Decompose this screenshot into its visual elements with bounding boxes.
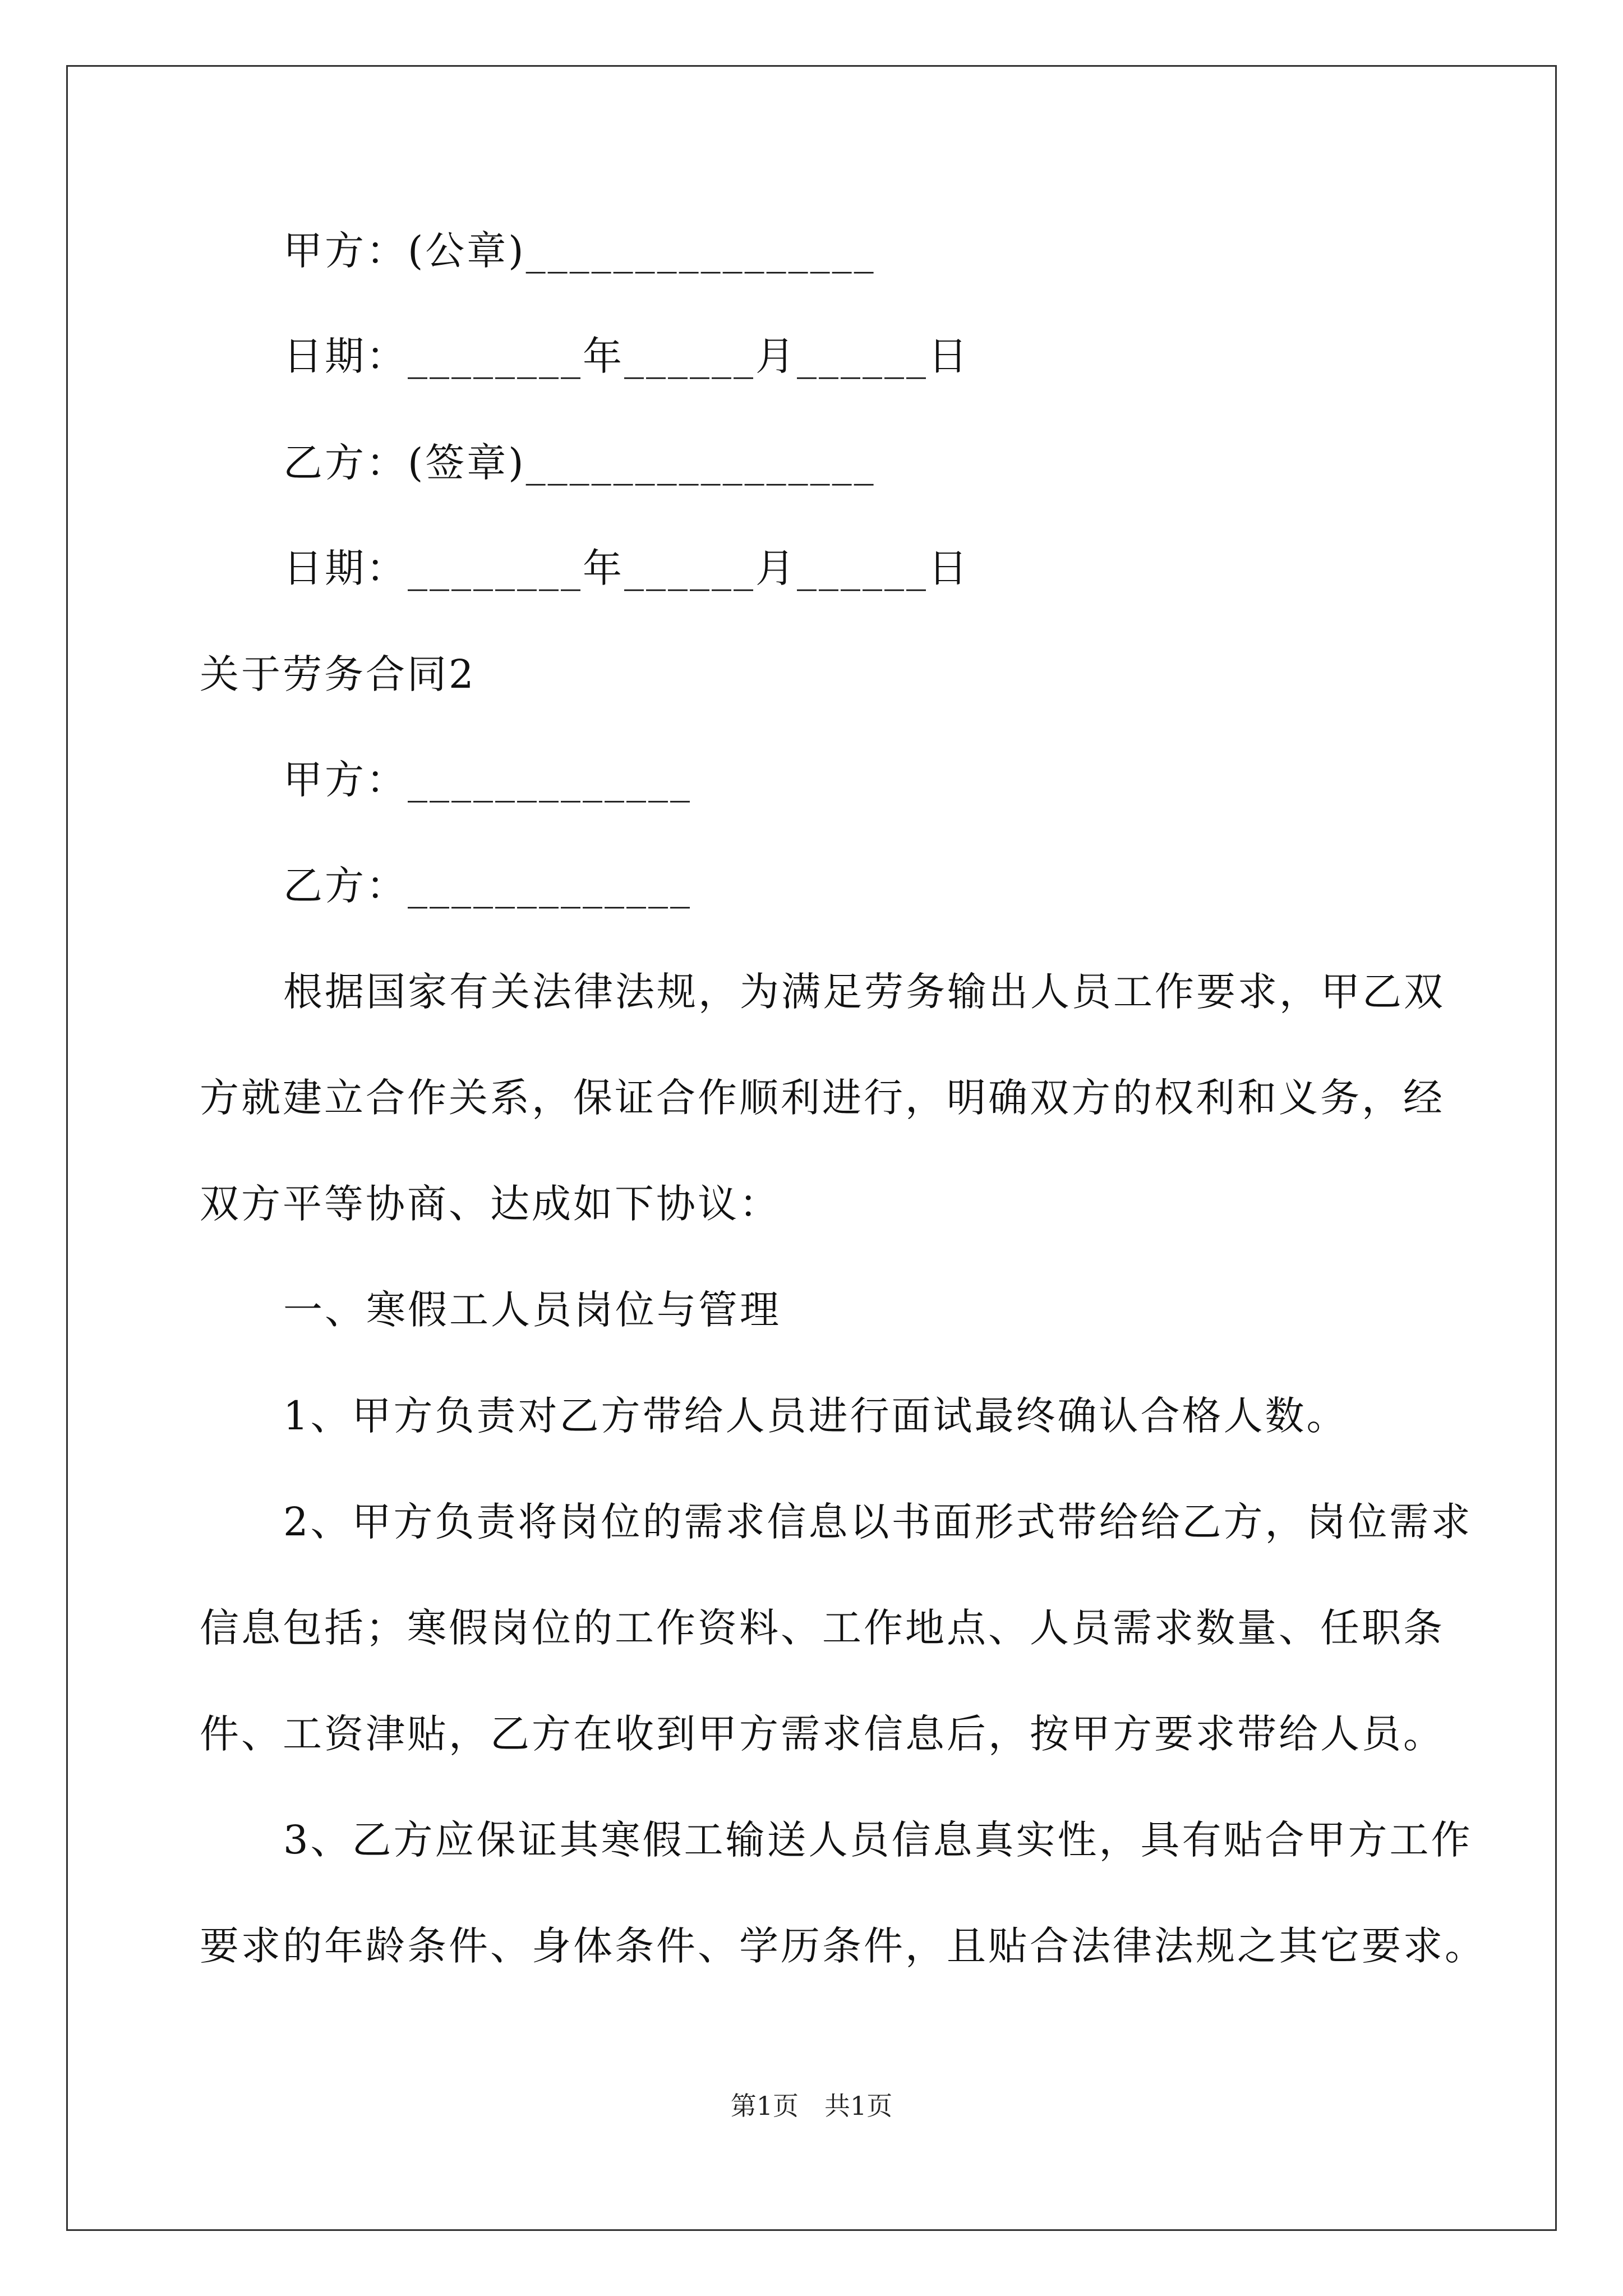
item-1: 1、甲方负责对乙方带给人员进行面试最终确认合格人数。 xyxy=(283,1393,1348,1439)
page-border xyxy=(66,65,1557,2231)
item-3-line-2: 要求的年龄条件、身体条件、学历条件，且贴合法律法规之其它要求。 xyxy=(200,1923,1486,1969)
party-b-sign-line: 乙方：(签章)________________ xyxy=(283,440,876,486)
party-a-line: 甲方：_____________ xyxy=(283,757,692,803)
party-b-line: 乙方：_____________ xyxy=(283,863,692,909)
item-2-line-2: 信息包括；寒假岗位的工作资料、工作地点、人员需求数量、任职条 xyxy=(200,1605,1445,1651)
item-2-line-3: 件、工资津贴，乙方在收到甲方需求信息后，按甲方要求带给人员。 xyxy=(200,1711,1445,1757)
intro-paragraph-line-2: 方就建立合作关系，保证合作顺利进行，明确双方的权利和义务，经 xyxy=(200,1075,1445,1121)
section-title: 关于劳务合同2 xyxy=(200,651,476,697)
item-3-line-1: 3、乙方应保证其寒假工输送人员信息真实性，具有贴合甲方工作 xyxy=(283,1817,1473,1863)
heading-1: 一、寒假工人员岗位与管理 xyxy=(283,1287,781,1333)
date-line-1: 日期：________年______月______日 xyxy=(283,333,970,379)
item-2-line-1: 2、甲方负责将岗位的需求信息以书面形式带给给乙方，岗位需求 xyxy=(283,1499,1473,1545)
page-footer: 第1页 共1页 xyxy=(730,2091,893,2121)
intro-paragraph-line-1: 根据国家有关法律法规，为满足劳务输出人员工作要求，甲乙双 xyxy=(283,969,1445,1015)
intro-paragraph-line-3: 双方平等协商、达成如下协议： xyxy=(200,1181,781,1227)
party-a-seal-line: 甲方：(公章)________________ xyxy=(283,228,876,274)
date-line-2: 日期：________年______月______日 xyxy=(283,545,970,591)
